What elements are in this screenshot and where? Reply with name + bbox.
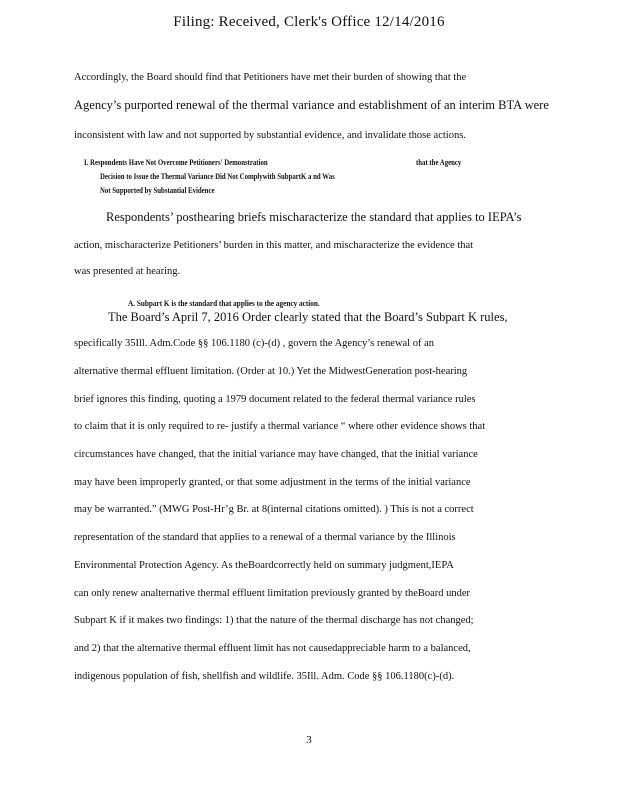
paragraph-line: may be warranted.” (MWG Post-Hr’g Br. at 8(internal citations omitted). ) This is not a correct [74,504,474,515]
paragraph-line: Subpart K if it makes two findings: 1) that the nature of the thermal discharge has not changed; [74,615,474,626]
body-line: inconsistent with law and not supported by substantial evidence, and invalidate those actions. [74,130,466,141]
paragraph-line: alternative thermal effluent limitation. (Order at 10.) Yet the MidwestGeneration post-hearing [74,366,468,377]
paragraph-line: The Board’s April 7, 2016 Order clearly stated that the Board’s Subpart K rules, [108,310,508,324]
body-line: Accordingly, the Board should find that Petitioners have met their burden of showing that the [74,72,467,83]
section-heading-I-line1-right: that the Agency [416,158,462,167]
paragraph-line: action, mischaracterize Petitioners’ burden in this matter, and mischaracterize the evidence that [74,240,474,251]
paragraph-line: specifically 35Ill. Adm.Code §§ 106.1180 (c)-(d) , govern the Agency’s renewal of an [74,338,435,349]
paragraph-line: brief ignores this finding, quoting a 1979 document related to the federal thermal variance rules [74,394,476,405]
paragraph-line: representation of the standard that applies to a renewal of a thermal variance by the Illinois [74,532,456,543]
paragraph-line: Respondents’ posthearing briefs mischaracterize the standard that applies to IEPA’s [106,210,522,224]
subsection-heading-A: A. Subpart K is the standard that applies to the agency action. [128,298,320,308]
paragraph-line: and 2) that the alternative thermal effluent limit has not causedappreciable harm to a balanced, [74,643,471,654]
section-heading-I-line1: I. Respondents Have Not Overcome Petitioners' Demonstration [84,158,268,167]
paragraph-line: Environmental Protection Agency. As theBoardcorrectly held on summary judgment,IEPA [74,560,454,571]
filing-stamp-header: Filing: Received, Clerk's Office 12/14/2016 [173,14,445,30]
body-line: Agency’s purported renewal of the thermal variance and establishment of an interim BTA were [74,98,549,112]
paragraph-line: was presented at hearing. [74,266,181,277]
section-heading-I-line2: Decision to Issue the Thermal Variance Did Not Complywith SubpartK a nd Was [100,172,335,181]
paragraph-line: to claim that it is only required to re- justify a thermal variance “ where other evidence shows that [74,421,486,432]
section-heading-I-line3: Not Supported by Substantial Evidence [100,186,215,195]
paragraph-line: can only renew analternative thermal effluent limitation previously granted by theBoard under [74,588,471,599]
paragraph-line: indigenous population of fish, shellfish and wildlife. 35Ill. Adm. Code §§ 106.1180(c)-(d). [74,671,455,682]
paragraph-line: circumstances have changed, that the initial variance may have changed, that the initial variance [74,449,478,460]
page-number: 3 [306,734,312,746]
paragraph-line: may have been improperly granted, or that some adjustment in the terms of the initial variance [74,477,471,488]
